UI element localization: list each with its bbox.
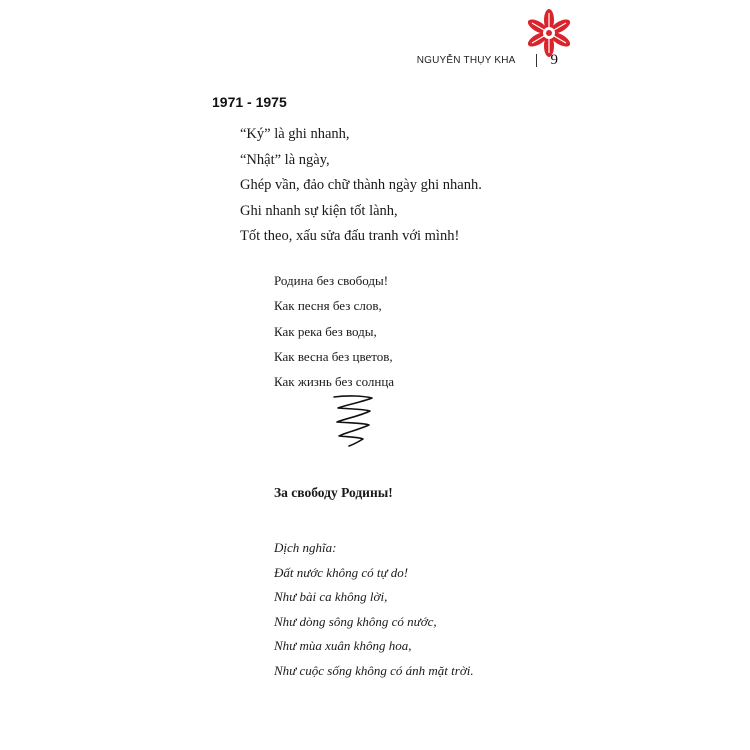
translation-line: Như bài ca không lời, [274,589,388,605]
poem-translation [274,536,474,684]
poem-line: Как река без воды, [274,323,377,339]
russian-heading: За свободу Родины! [274,485,393,500]
poem-line: “Nhật” là ngày, [240,151,330,168]
poem-line: “Ký” là ghi nhanh, [240,126,350,142]
red-flower-emblem-icon [524,8,574,58]
poem-vietnamese [240,122,482,250]
handwritten-squiggle-icon [330,394,378,448]
page-number: 9 [550,52,558,68]
section-year-range: 1971 - 1975 [212,94,287,110]
header-divider [536,54,537,67]
poem-line: Родина без свободы! [274,273,389,288]
poem-line: Как жизнь без солнца [274,374,395,390]
translation-line: Đất nước không có tự do! [274,564,409,580]
poem-line: Как песня без слов, [274,298,382,314]
poem-line: Как весна без цветов, [274,348,393,364]
poem-line: Ghép vần, đảo chữ thành ngày ghi nhanh. [240,177,482,193]
page-header [417,52,558,69]
translation-line: Như cuộc sống không có ánh mặt trời. [274,662,474,678]
translation-label: Dịch nghĩa: [274,540,337,555]
author-name: NGUYỄN THỤY KHA [416,55,516,66]
translation-line: Như mùa xuân không hoa, [274,638,412,654]
poem-russian [274,268,394,394]
translation-line: Như dòng sông không có nước, [274,613,437,629]
poem-line: Ghi nhanh sự kiện tốt lành, [240,202,398,219]
poem-line: Tốt theo, xấu sửa đấu tranh với mình! [240,228,460,244]
